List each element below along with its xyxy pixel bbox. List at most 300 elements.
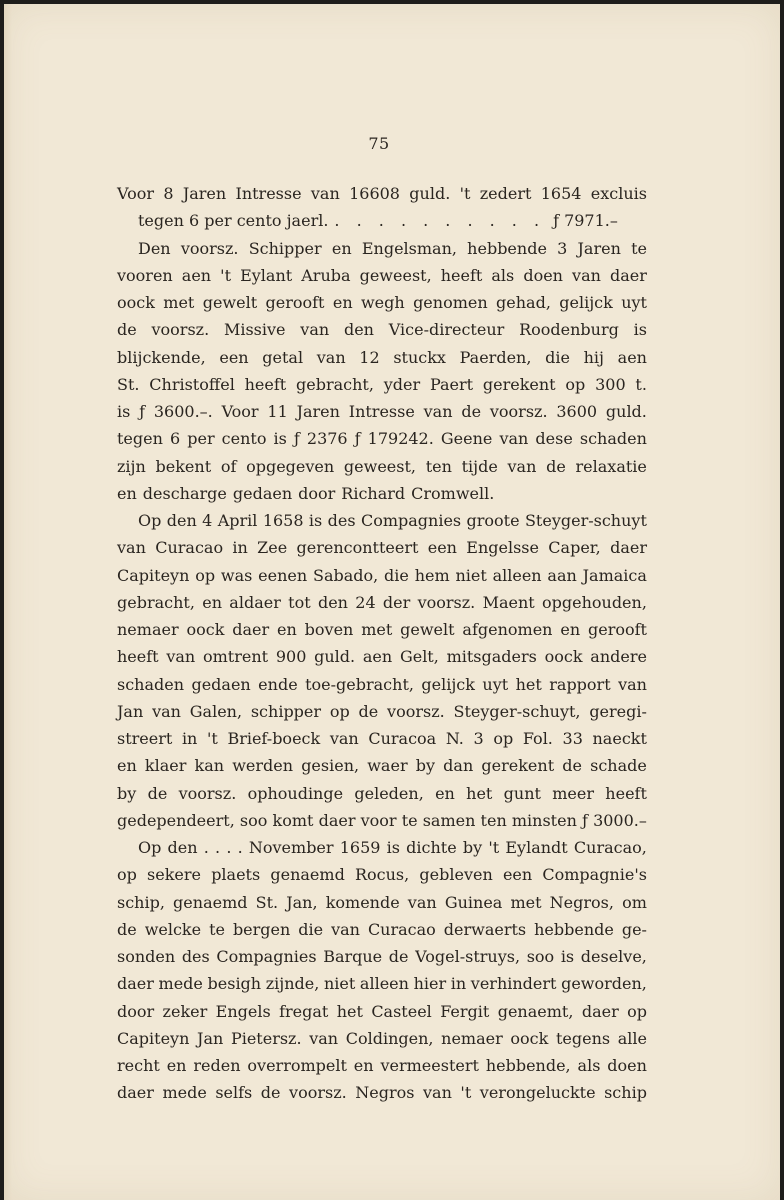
word: Brief-boeck [227, 729, 321, 748]
word: gebleven [419, 865, 493, 885]
word: sonden [117, 947, 176, 966]
word: als [577, 1056, 601, 1075]
word: tot [288, 592, 311, 612]
word: Cromwell. [411, 483, 495, 503]
word: by [415, 756, 436, 776]
word: tijde [461, 456, 498, 476]
word: vooren [117, 265, 173, 285]
word: Eylandt [505, 838, 568, 857]
word: dese [535, 429, 573, 449]
word: St. [117, 374, 140, 394]
word: geworden, [561, 974, 647, 994]
word: voorsz. [178, 783, 237, 803]
word: Zee [257, 538, 288, 558]
word: genomen [413, 293, 488, 312]
word: daer [117, 1083, 154, 1103]
text-line [117, 344, 647, 371]
word: Geene [440, 429, 493, 449]
word: is [386, 838, 400, 857]
word: gunt [503, 783, 541, 803]
text-line [117, 507, 647, 534]
text-line [117, 262, 647, 289]
word: oock [510, 1028, 549, 1048]
word: 3600 [556, 402, 598, 421]
text-line [117, 861, 647, 888]
word: 300 [595, 374, 626, 394]
word: 1659 [339, 838, 381, 857]
word: de [260, 1083, 281, 1103]
word: gerooft [265, 293, 325, 312]
word: ten [425, 456, 452, 476]
word: voorsz. [151, 320, 210, 340]
word: Sabado, [312, 565, 379, 585]
text-line [117, 834, 647, 861]
word: . [203, 838, 209, 857]
word: gedaen [232, 483, 293, 503]
text-line [117, 235, 647, 262]
word: 16608 [349, 184, 400, 203]
word: selfs [215, 1083, 253, 1103]
word: ende [258, 674, 298, 694]
word: schaden [579, 429, 647, 449]
word: van [507, 456, 537, 476]
word: op [565, 374, 586, 394]
word: gebracht, [117, 592, 195, 612]
word: Curacao [155, 538, 224, 558]
word: heeft [440, 265, 483, 285]
word: dichte [406, 838, 457, 857]
word: overrompelt [247, 1056, 347, 1075]
word: Richard [341, 483, 406, 503]
word: de [358, 701, 379, 721]
word: 11 [267, 402, 288, 421]
word: op [493, 729, 514, 748]
word: 't [488, 838, 500, 857]
word: is [633, 320, 647, 340]
word: van [310, 184, 340, 203]
text-line [117, 1052, 647, 1079]
word: Jaren [296, 402, 340, 421]
word: minsten [511, 810, 577, 830]
word: den [166, 511, 197, 530]
word: gerekent [482, 374, 556, 394]
word: voorsz. [289, 1083, 347, 1103]
word: heeft [117, 647, 159, 667]
word: Voor [117, 184, 154, 203]
word: sekere [147, 865, 202, 885]
word: 1654 [540, 184, 582, 203]
text-line [117, 643, 647, 670]
word: 3 [473, 729, 484, 748]
text-line [117, 889, 647, 916]
word: Capiteyn [117, 565, 190, 585]
word: 4 [202, 511, 213, 530]
word: Jaren [182, 184, 227, 203]
word: niet [323, 974, 356, 994]
amount: ƒ 7971.– [553, 211, 618, 231]
word: het [515, 674, 542, 694]
text-line [117, 943, 647, 970]
word: guld. [409, 184, 451, 203]
word: doen [523, 265, 563, 285]
word: ƒ [139, 402, 146, 421]
word: schaden [117, 674, 185, 694]
word: . [237, 838, 243, 857]
word: naeckt [592, 729, 647, 748]
text-line [117, 398, 647, 425]
word: Engelsse [466, 538, 539, 558]
word: oock [186, 620, 225, 639]
word: ophoudinge [247, 783, 344, 803]
text-line [117, 207, 647, 234]
word: gedependeert, [117, 810, 235, 830]
word: en [117, 483, 137, 503]
word: voor [360, 810, 397, 830]
word: daer [581, 1001, 619, 1021]
word: van [300, 320, 330, 340]
word: ƒ [293, 429, 300, 449]
word: Curacao, [573, 838, 647, 857]
word: recht [117, 1056, 160, 1075]
word: van [423, 1083, 452, 1103]
word: hebbende [467, 238, 547, 258]
word: van [166, 647, 196, 667]
word: den [167, 838, 198, 857]
page-edge-shadow [4, 4, 12, 1200]
word: werden [232, 756, 294, 776]
word: met [361, 620, 393, 639]
word: deselve, [580, 947, 647, 966]
word: Engelsman, [361, 238, 457, 258]
word: gelijck [559, 293, 613, 312]
text-line [117, 752, 647, 779]
word: omtrent [202, 647, 269, 667]
word: fregat [279, 1001, 329, 1021]
word: 1658 [262, 511, 304, 530]
word: de [388, 947, 409, 966]
word: een [502, 865, 533, 885]
word: getal [262, 347, 304, 367]
word: te [631, 238, 647, 258]
word: 3600.–. [153, 402, 213, 421]
word: en [277, 620, 297, 639]
text-line [117, 698, 647, 725]
text-line [117, 807, 647, 834]
word: voorsz. [180, 238, 239, 258]
word: Capiteyn [117, 1028, 190, 1048]
word: Curacoa [368, 729, 437, 748]
word: met [163, 293, 195, 312]
word: en [331, 238, 352, 258]
word: en [202, 592, 222, 612]
word: voorsz. [489, 402, 548, 421]
word: gerooft [587, 620, 647, 639]
word: voorsz. [387, 701, 445, 721]
word: heeft [605, 783, 647, 803]
word: zijnde, [265, 974, 320, 994]
word: eenen [258, 565, 308, 585]
word: 33 [562, 729, 583, 748]
word: klaer [144, 756, 187, 776]
word: plaets [211, 865, 261, 885]
word: aan [547, 565, 577, 585]
word: komt [272, 810, 314, 830]
word: reden [193, 1056, 241, 1075]
word: 900 [275, 647, 307, 667]
word: Jaren [577, 238, 621, 258]
word: gedaen [191, 674, 251, 694]
word: 't [460, 1083, 472, 1103]
word: Pietersz. [230, 1028, 302, 1048]
word: waer [367, 756, 408, 776]
word: November [248, 838, 334, 857]
word: . [226, 838, 232, 857]
word: alleen [492, 565, 542, 585]
text-line [117, 616, 647, 643]
word: 't [206, 729, 218, 748]
word: Engels [215, 1001, 271, 1021]
text-line [117, 589, 647, 616]
text-line [117, 671, 647, 698]
word: aen [617, 347, 647, 367]
word: van [423, 402, 453, 421]
word: van [316, 347, 346, 367]
word: bekent [155, 456, 212, 476]
word: Op [138, 511, 162, 530]
word: de [546, 456, 566, 476]
text-line [117, 916, 647, 943]
word: van [499, 429, 529, 449]
word: die [545, 347, 570, 367]
word: by [462, 838, 483, 857]
word: gewelt [202, 293, 258, 312]
word: genaemt, [497, 1001, 574, 1021]
word: Roodenburg [519, 320, 619, 340]
word: schade [590, 756, 647, 776]
word: niet [455, 565, 487, 585]
word: Curacao [367, 919, 436, 939]
word: dan [443, 756, 474, 776]
word: 12 [359, 347, 380, 367]
text-line [117, 1025, 647, 1052]
word: geleden, [354, 783, 424, 803]
word: te [209, 919, 225, 939]
word: aen [362, 647, 393, 667]
word: Vice-directeur [388, 320, 505, 340]
word: zeker [162, 1001, 208, 1021]
word: 't [459, 184, 471, 203]
word: hem [414, 565, 450, 585]
word: . [215, 838, 221, 857]
text-line [117, 562, 647, 589]
word: Intresse [348, 402, 415, 421]
word: tegen [117, 429, 163, 449]
word: hier [413, 974, 447, 994]
word: de [117, 919, 137, 939]
body-text [117, 180, 647, 1107]
word: samen [422, 810, 476, 830]
word: descharge [142, 483, 227, 503]
word: wegh [360, 293, 405, 312]
word: Fol. [522, 729, 553, 748]
word: soo [526, 947, 555, 966]
word: was [220, 565, 253, 585]
word: April [217, 511, 258, 530]
word: en [435, 783, 455, 803]
word: genaemd [173, 892, 248, 912]
word: 3000.– [593, 810, 647, 830]
word: en [332, 293, 353, 312]
word: boven [304, 620, 354, 639]
word: of [220, 456, 237, 476]
word: rapport [549, 674, 611, 694]
word: oock [117, 293, 155, 312]
word: mede [158, 974, 203, 994]
fill-line-text: tegen 6 per cento jaerl. [138, 211, 329, 231]
text-line [117, 180, 647, 207]
text-line [117, 780, 647, 807]
word: Jamaica [582, 565, 647, 585]
word: blijckende, [117, 347, 206, 367]
word: guld. [314, 647, 356, 667]
word: verhindert [470, 974, 557, 994]
word: met [510, 892, 542, 912]
word: opgehouden, [541, 592, 647, 612]
word: Barque [323, 947, 383, 966]
word: Caper, [548, 538, 601, 558]
word: gebracht, [296, 374, 374, 394]
word: doen [607, 1056, 647, 1075]
word: schip, [117, 892, 165, 912]
word: by [117, 783, 137, 803]
word: kan [194, 756, 225, 776]
word: zijn [117, 456, 146, 476]
text-line [117, 480, 647, 507]
word: in [181, 729, 198, 748]
word: daer [610, 538, 647, 558]
word: Negros [355, 1083, 415, 1103]
word: schipper [250, 701, 322, 721]
word: van [309, 1028, 339, 1048]
word: komende [325, 892, 400, 912]
word: per [187, 429, 215, 449]
word: ge- [621, 919, 647, 939]
word: Guinea [444, 892, 503, 912]
word: 2376 [306, 429, 348, 449]
word: Vogel-struys, [415, 947, 521, 966]
text-line [117, 970, 647, 997]
word: voorsz. [417, 592, 476, 612]
word: cento [221, 429, 267, 449]
word: is [308, 511, 323, 530]
word: Paerden, [459, 347, 532, 367]
word: 6 [169, 429, 181, 449]
word: die [384, 565, 409, 585]
text-line [117, 316, 647, 343]
word: besigh [207, 974, 262, 994]
word: genaemd [270, 865, 345, 885]
word: yder [383, 374, 421, 394]
word: alleen [359, 974, 409, 994]
word: daer [318, 810, 356, 830]
word: op [329, 701, 350, 721]
word: als [491, 265, 515, 285]
book-page [4, 4, 780, 1200]
word: gerencontteert [296, 538, 419, 558]
word: van [407, 892, 437, 912]
word: Jan [117, 701, 144, 721]
word: guld. [605, 402, 647, 421]
word: op [195, 565, 216, 585]
word: Jan, [286, 892, 318, 912]
word: hebbende [534, 919, 614, 939]
page-number: 75 [368, 134, 390, 153]
word: nemaer [441, 1028, 503, 1048]
word: het [466, 783, 493, 803]
word: mitsgaders [446, 647, 537, 667]
word: gesien, [301, 756, 360, 776]
word: ƒ [582, 810, 588, 830]
word: Schipper [248, 238, 322, 258]
word: Galen, [189, 701, 243, 721]
word: gerekent [481, 756, 555, 776]
text-line [117, 725, 647, 752]
word: toe-gebracht, [305, 674, 414, 694]
word: in [232, 538, 248, 558]
word: opgegeven [246, 456, 335, 476]
word: 't [220, 265, 231, 285]
word: de [562, 756, 582, 776]
word: relaxatie [575, 456, 647, 476]
word: den [343, 320, 374, 340]
word: Jan [197, 1028, 224, 1048]
word: Compagnies [216, 947, 317, 966]
word: en [353, 1056, 374, 1075]
word: Rocus, [354, 865, 410, 885]
word: vermeestert [380, 1056, 479, 1075]
word: Coldingen, [345, 1028, 434, 1048]
word: 8 [163, 184, 174, 203]
text-line [117, 534, 647, 561]
word: Voor [221, 402, 259, 421]
word: aldaer [229, 592, 281, 612]
word: meer [552, 783, 594, 803]
word: van [117, 538, 146, 558]
word: is [273, 429, 287, 449]
word: en [166, 1056, 187, 1075]
word: daer [610, 265, 647, 285]
word: andere [590, 647, 647, 667]
word: van [152, 701, 181, 721]
word: Steyger-schuyt, [453, 701, 581, 721]
word: de [461, 402, 482, 421]
word: de [117, 320, 137, 340]
word: uyt [621, 293, 647, 312]
word: derwaerts [443, 919, 527, 939]
word: aen [181, 265, 212, 285]
word: Fergit [440, 1001, 490, 1021]
word: Eylant [240, 265, 293, 285]
word: Gelt, [399, 647, 439, 667]
word: heeft [244, 374, 287, 394]
word: Maent [482, 592, 535, 612]
word: stuckx [393, 347, 446, 367]
word: nemaer [117, 620, 179, 639]
word: t. [635, 374, 647, 394]
leader-dots: . . . . . . . . . . [334, 211, 546, 231]
word: mede [162, 1083, 207, 1103]
word: van [618, 674, 647, 694]
